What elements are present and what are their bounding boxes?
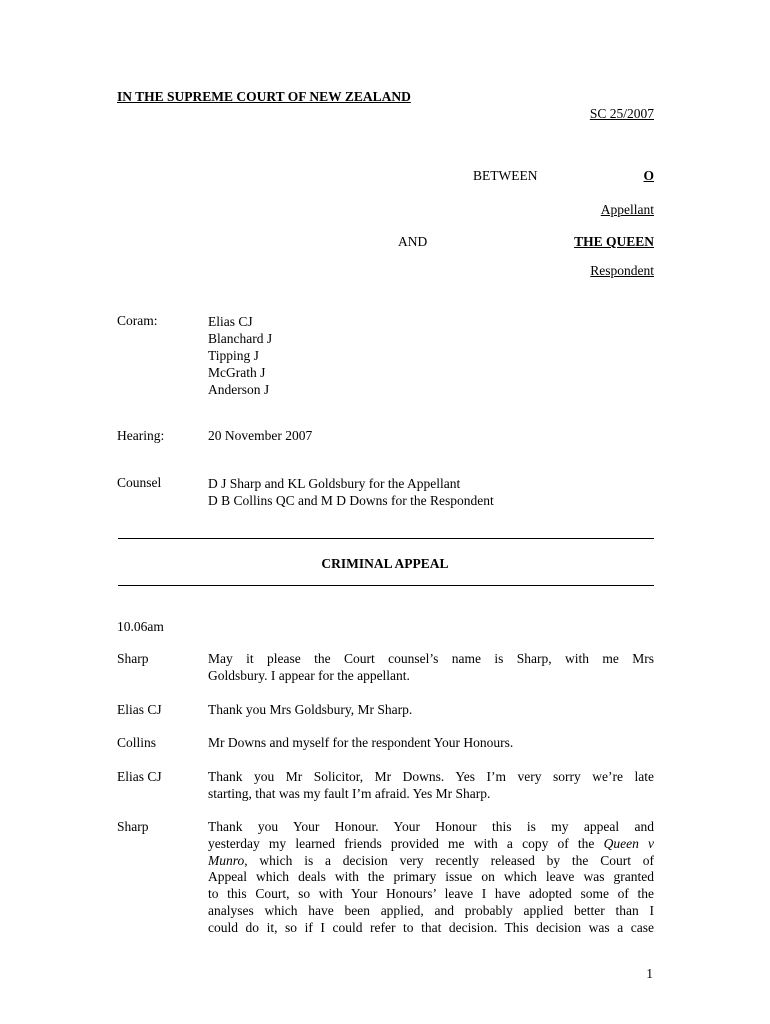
speech-line: Appeal which deals with the primary issue on which leave was granted: [208, 869, 654, 885]
and-label: AND: [398, 234, 428, 249]
speech-line: [208, 836, 654, 853]
case-number: SC 25/2007: [589, 106, 654, 121]
time-stamp: 10.06am: [117, 619, 164, 634]
between-label: BETWEEN: [473, 168, 538, 183]
speech-line: analyses which have been applied, and probably applied better than I: [208, 902, 654, 918]
counsel-label: Counsel: [117, 475, 162, 490]
judge-name: McGrath J: [208, 365, 266, 380]
speaker-name: Collins: [117, 735, 157, 750]
speech-line: to this Court, so with Your Honours’ leave I have adopted some of the: [208, 886, 654, 902]
speech-text: [208, 651, 654, 685]
speaker-name: Sharp: [117, 651, 149, 666]
speech-line: Thank you Mr Solicitor, Mr Downs. Yes I’m very sorry we’re late: [208, 769, 654, 784]
hearing-date: 20 November 2007: [208, 428, 313, 443]
speech-text: [208, 819, 654, 937]
counsel-line: D B Collins QC and M D Downs for the Respondent: [208, 493, 494, 508]
speech-line: could do it, so if I could refer to that decision. This decision was a case: [208, 919, 654, 935]
speech-text: [208, 769, 654, 803]
appellant-role: Appellant: [600, 202, 654, 217]
speech-line: Thank you Your Honour. Your Honour this is my appeal and: [208, 819, 654, 834]
respondent-role: Respondent: [590, 263, 654, 278]
appellant-name: O: [643, 168, 654, 183]
divider-bottom: [118, 585, 654, 586]
hearing-label: Hearing:: [117, 428, 165, 443]
counsel-line: D J Sharp and KL Goldsbury for the Appellant: [208, 476, 461, 491]
coram-judges: [208, 313, 654, 398]
case-name-italic: Queen v: [603, 835, 654, 851]
speaker-name: Elias CJ: [117, 702, 162, 717]
judge-name: Elias CJ: [208, 314, 253, 329]
speech-line: [208, 853, 654, 870]
speech-line: starting, that was my fault I’m afraid. Yes Mr Sharp.: [208, 785, 491, 801]
judge-name: Blanchard J: [208, 331, 273, 346]
judge-name: Tipping J: [208, 348, 259, 363]
coram-label: Coram:: [117, 313, 158, 328]
judge-name: Anderson J: [208, 382, 270, 397]
speaker-name: Elias CJ: [117, 769, 162, 784]
case-name-italic: Munro: [208, 852, 245, 868]
court-title: IN THE SUPREME COURT OF NEW ZEALAND: [117, 89, 411, 104]
speech-line: May it please the Court counsel’s name is Sharp, with me Mrs: [208, 651, 654, 666]
page-number: 1: [646, 966, 653, 981]
divider-top: [118, 538, 654, 539]
speech-line: Goldsbury. I appear for the appellant.: [208, 667, 410, 683]
section-title: CRIMINAL APPEAL: [321, 556, 449, 571]
speech-text: Thank you Mrs Goldsbury, Mr Sharp.: [208, 702, 413, 717]
speech-line-text: , which is a decision very recently released by the Court of: [244, 852, 654, 868]
speaker-name: Sharp: [117, 819, 149, 834]
counsel-list: [208, 475, 654, 509]
respondent-name: THE QUEEN: [574, 234, 654, 249]
speech-text: Mr Downs and myself for the respondent Your Honours.: [208, 735, 514, 750]
speech-line-text: yesterday my learned friends provided me with a copy of the: [208, 835, 604, 851]
